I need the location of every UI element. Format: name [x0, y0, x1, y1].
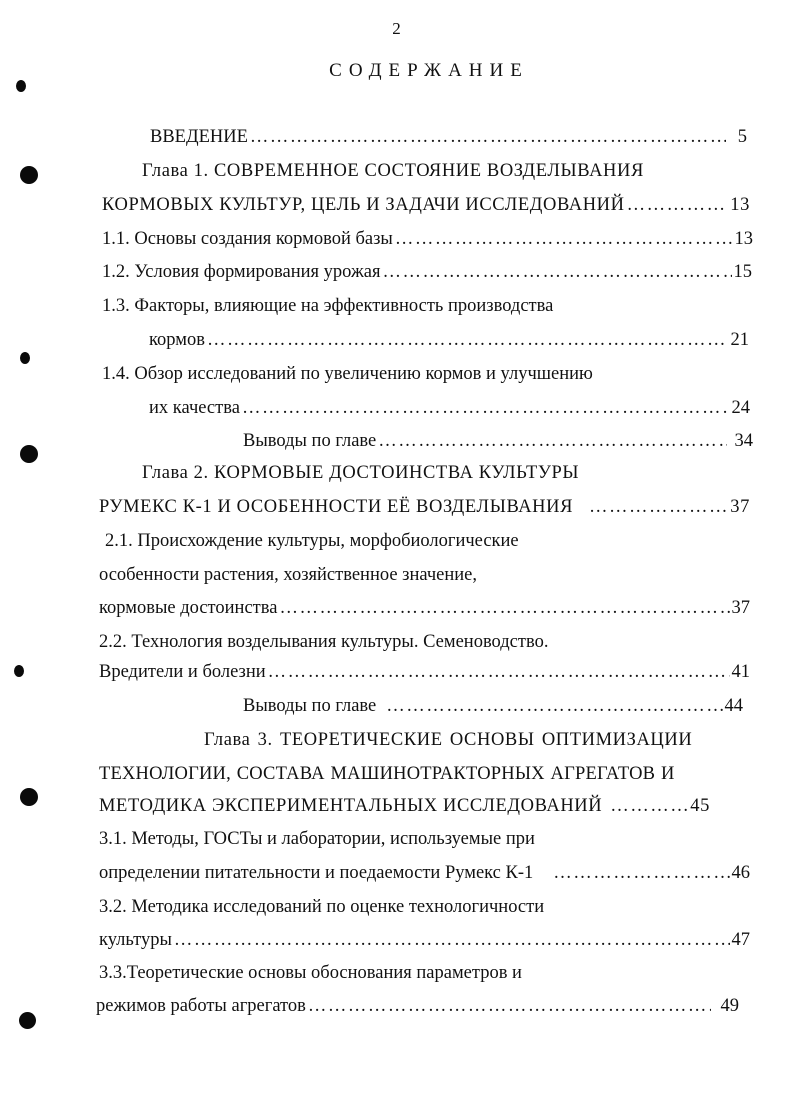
- toc-entry-2-1: [99, 597, 750, 619]
- toc-entry-1-3: [149, 329, 749, 351]
- chapter-2-heading: Глава 2. КОРМОВЫЕ ДОСТОИНСТВА КУЛЬТУРЫ: [142, 463, 580, 483]
- toc-entry-text: МЕТОДИКА ЭКСПЕРИМЕНТАЛЬНЫХ ИССЛЕДОВАНИЙ: [99, 796, 603, 816]
- toc-entry-text: кормовые достоинства: [99, 598, 278, 618]
- toc-entry-1-4-line1: 1.4. Обзор исследований по увеличению кормов и улучшению: [102, 364, 593, 384]
- leader-dots: [395, 228, 733, 250]
- toc-entry-3-1-line1: 3.1. Методы, ГОСТы и лаборатории, используемые при: [99, 829, 535, 849]
- toc-entry-1-3-line1: 1.3. Факторы, влияющие на эффективность производства: [102, 296, 554, 316]
- chapter-1-heading: Глава 1. СОВРЕМЕННОЕ СОСТОЯНИЕ ВОЗДЕЛЫВАНИЯ: [142, 161, 644, 181]
- leader-dots: [627, 194, 729, 216]
- toc-entry-text: ВВЕДЕНИЕ: [150, 127, 248, 147]
- toc-page-number: 37: [731, 598, 750, 618]
- toc-page-number: 15: [733, 262, 752, 282]
- leader-dots: [279, 597, 729, 619]
- chapter-3-heading-line2: ТЕХНОЛОГИИ, СОСТАВА МАШИНОТРАКТОРНЫХ АГРЕГАТОВ И: [99, 764, 675, 784]
- toc-page-number: 13: [730, 195, 750, 215]
- toc-entry-text: режимов работы агрегатов: [96, 996, 306, 1016]
- toc-entry-chapter-2: [99, 496, 750, 518]
- toc-page-number: 21: [730, 330, 749, 350]
- leader-dots: [386, 695, 722, 717]
- toc-entry-text: кормов: [149, 330, 205, 350]
- leader-dots: [589, 496, 728, 518]
- toc-entry-chapter-1: [102, 194, 750, 216]
- toc-page-number: 34: [734, 431, 753, 451]
- toc-entry-1-1: [102, 228, 753, 250]
- leader-dots: [242, 397, 730, 419]
- toc-entry-text: 1.2. Условия формирования урожая: [102, 262, 381, 282]
- toc-entry-chapter-3: [99, 795, 710, 817]
- toc-entry-text: 1.1. Основы создания кормовой базы: [102, 229, 393, 249]
- toc-entry-text: КОРМОВЫХ КУЛЬТУР, ЦЕЛЬ И ЗАДАЧИ ИССЛЕДОВАНИЙ: [102, 195, 625, 215]
- leader-dots: [553, 862, 729, 884]
- toc-entry-1-2: [102, 261, 752, 283]
- toc-entry-3-3-line1: 3.3.Теоретические основы обоснования параметров и: [99, 963, 522, 983]
- toc-entry-3-2-line1: 3.2. Методика исследований по оценке технологичности: [99, 897, 545, 917]
- leader-dots: [250, 126, 726, 148]
- leader-dots: [174, 929, 730, 951]
- leader-dots: [268, 661, 730, 683]
- toc-entry-2-1-line1: 2.1. Происхождение культуры, морфобиологические: [105, 531, 519, 551]
- punch-hole-2: [20, 445, 38, 463]
- toc-entry-3-1: [99, 862, 750, 884]
- toc-entry-intro: [150, 126, 747, 148]
- toc-page-number: 44: [724, 696, 743, 716]
- toc-entry-3-2: [99, 929, 750, 951]
- toc-entry-2-1-line2: особенности растения, хозяйственное значение,: [99, 565, 478, 585]
- toc-page-number: 49: [720, 996, 739, 1016]
- toc-page-number: 13: [734, 229, 753, 249]
- toc-page-number: 46: [731, 863, 750, 883]
- punch-hole-4: [19, 1012, 36, 1029]
- toc-page-number: 41: [731, 662, 750, 682]
- punch-mark-2: [20, 352, 30, 364]
- toc-entry-1-4: [149, 397, 750, 419]
- toc-entry-conclusions-1: [243, 430, 753, 452]
- toc-page-number: 45: [690, 796, 710, 816]
- document-title: СОДЕРЖАНИЕ: [329, 60, 529, 81]
- toc-entry-text: Выводы по главе: [243, 696, 377, 716]
- leader-dots: [308, 995, 711, 1017]
- punch-hole-1: [20, 166, 38, 184]
- toc-entry-2-2-line1: 2.2. Технология возделывания культуры. Семеноводство.: [99, 632, 549, 652]
- toc-entry-text: культуры: [99, 930, 172, 950]
- toc-entry-3-3: [96, 995, 739, 1017]
- leader-dots: [207, 329, 729, 351]
- toc-page-number: 47: [731, 930, 750, 950]
- toc-entry-text: РУМЕКС К-1 И ОСОБЕННОСТИ ЕЁ ВОЗДЕЛЫВАНИЯ: [99, 497, 574, 517]
- toc-page-number: 37: [730, 497, 750, 517]
- toc-entry-text: Вредители и болезни: [99, 662, 266, 682]
- leader-dots: [610, 795, 688, 817]
- toc-page-number: 24: [731, 398, 750, 418]
- leader-dots: [382, 261, 731, 283]
- toc-page-number: 5: [737, 127, 747, 147]
- toc-entry-2-2: [99, 661, 750, 683]
- toc-entry-conclusions-2: [243, 695, 743, 717]
- chapter-3-heading: Глава 3. ТЕОРЕТИЧЕСКИЕ ОСНОВЫ ОПТИМИЗАЦИИ: [204, 730, 693, 750]
- toc-entry-text: определении питательности и поедаемости Румекс К-1: [99, 863, 534, 883]
- page-number: 2: [392, 19, 401, 38]
- toc-entry-text: их качества: [149, 398, 240, 418]
- punch-mark-3: [14, 665, 24, 677]
- punch-hole-3: [20, 788, 38, 806]
- toc-entry-text: Выводы по главе: [243, 431, 377, 451]
- leader-dots: [378, 430, 726, 452]
